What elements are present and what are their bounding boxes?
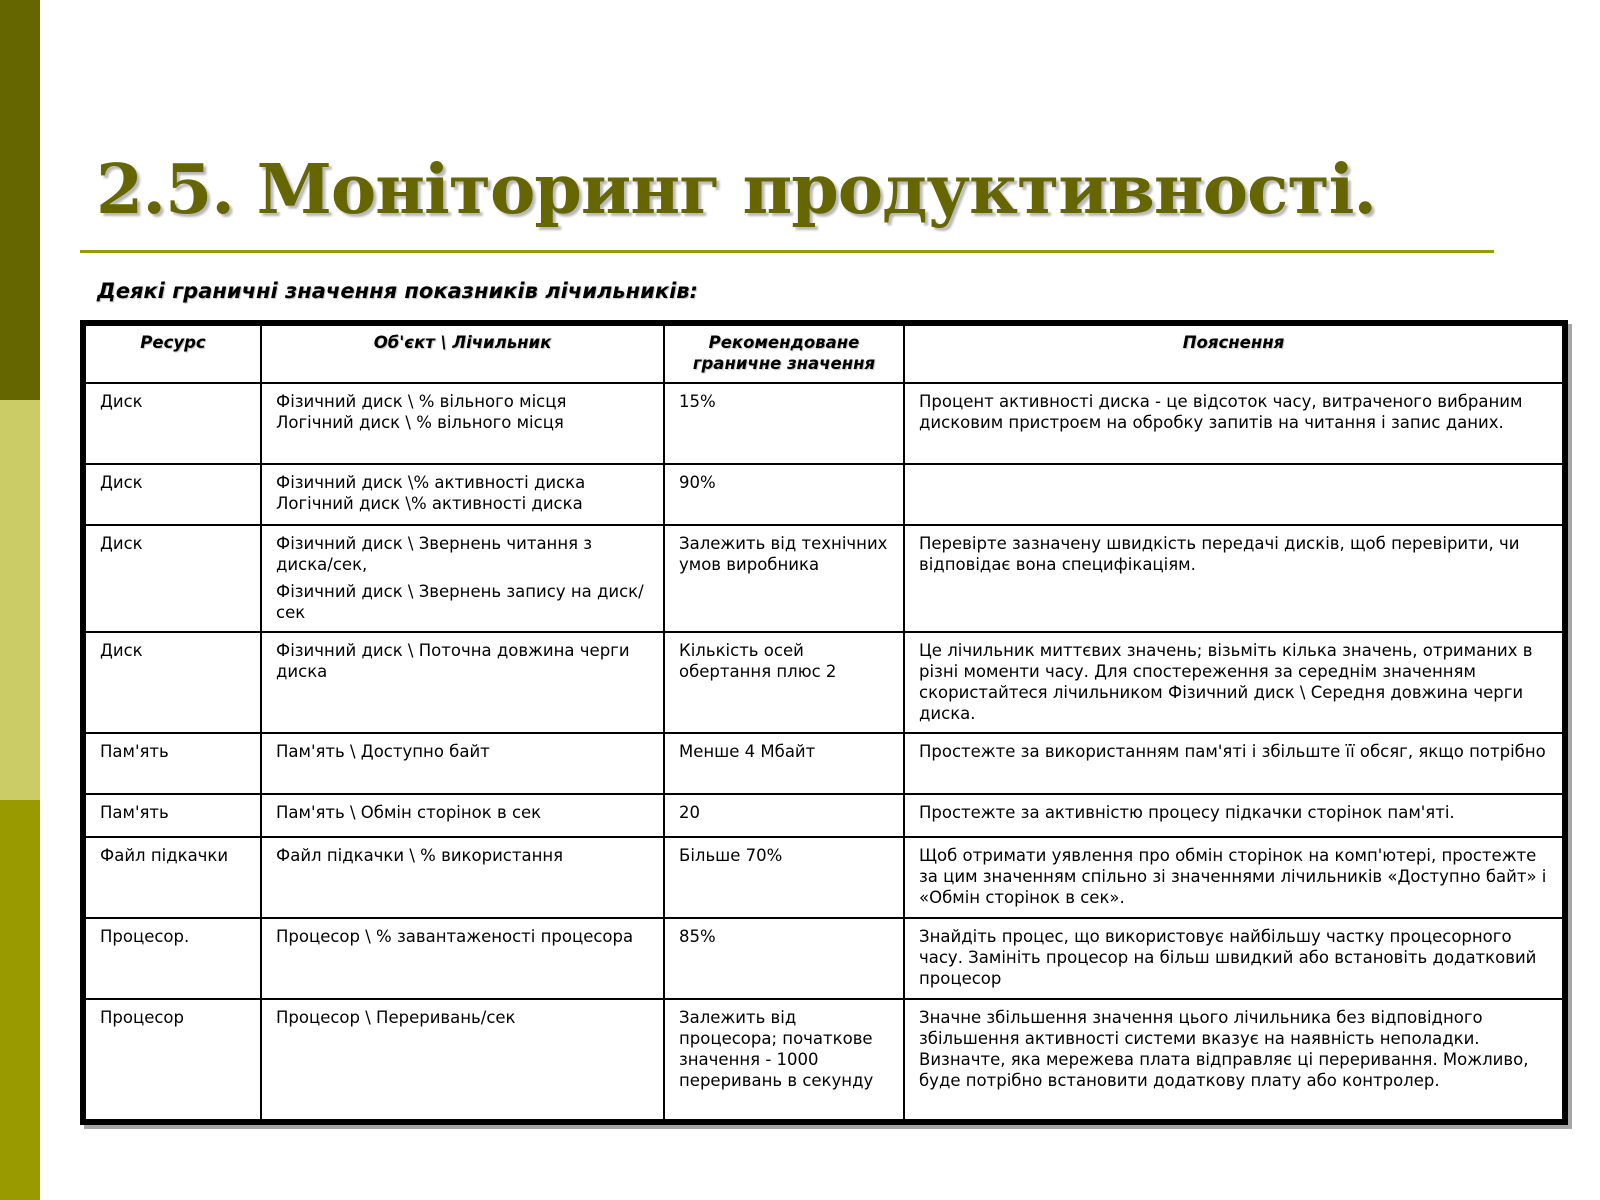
header-object-counter: Об'єкт \ Лічильник [261,325,664,383]
cell-explanation: Простежте за активністю процесу підкачки сторінок пам'яті. [904,794,1563,837]
header-threshold: Рекомендоване граничне значення [664,325,904,383]
slide-title: 2.5. Моніторинг продуктивності. [96,150,1377,230]
table-row [85,733,1563,794]
cell-counter [261,383,664,464]
cell-threshold: Кількість осей обертання плюс 2 [664,632,904,733]
counter-line: Фізичний диск \% активності диска [276,473,586,492]
thresholds-table [84,324,1564,1121]
cell-resource: Диск [85,464,261,525]
cell-explanation [904,464,1563,525]
table-row [85,794,1563,837]
cell-resource: Диск [85,525,261,632]
cell-counter [261,794,664,837]
counter-line: Пам'ять \ Обмін сторінок в сек [276,803,542,822]
sidebar-middle-block [0,400,40,800]
counter-line: Логічний диск \ % вільного місця [276,413,564,432]
header-resource: Ресурс [85,325,261,383]
cell-threshold: 20 [664,794,904,837]
table-row [85,999,1563,1120]
cell-counter [261,632,664,733]
sidebar-decoration [0,0,40,1200]
table-header-row [85,325,1563,383]
cell-threshold: Менше 4 Мбайт [664,733,904,794]
cell-explanation: Знайдіть процес, що використовує найбільшу частку процесорного часу. Замініть процесор на більш швидкий або встановіть додатковий процесор [904,918,1563,999]
table-row [85,632,1563,733]
table-row [85,918,1563,999]
cell-explanation: Процент активності диска - це відсоток часу, витраченого вибраним дисковим пристроєм на обробку запитів на читання і запис даних. [904,383,1563,464]
cell-explanation: Простежте за використанням пам'яті і збільште її обсяг, якщо потрібно [904,733,1563,794]
counter-line: Процесор \ Переривань/сек [276,1008,516,1027]
sidebar-bottom-block [0,800,40,1200]
cell-threshold: 90% [664,464,904,525]
cell-explanation: Щоб отримати уявлення про обмін сторінок на комп'ютері, простежте за цим значенням спільно зі значеннями лічильників «Доступно байт» і «Обмін сторінок в сек». [904,837,1563,918]
cell-explanation: Перевірте зазначену швидкість передачі дисків, щоб перевірити, чи відповідає вона специфікаціям. [904,525,1563,632]
cell-counter [261,733,664,794]
counter-line: Фізичний диск \ Звернень запису на диск/сек [276,582,644,622]
table-row [85,837,1563,918]
counter-line: Фізичний диск \ Звернень читання з диска/сек, [276,534,593,574]
cell-resource: Файл підкачки [85,837,261,918]
counter-line: Логічний диск \% активності диска [276,494,583,513]
cell-resource: Диск [85,383,261,464]
title-underline [80,250,1494,253]
sidebar-top-block [0,0,40,400]
cell-resource: Пам'ять [85,794,261,837]
header-explanation: Пояснення [904,325,1563,383]
cell-resource: Процесор. [85,918,261,999]
thresholds-table-frame [80,320,1568,1125]
cell-threshold: 85% [664,918,904,999]
cell-resource: Пам'ять [85,733,261,794]
counter-line: Файл підкачки \ % використання [276,846,564,865]
table-row [85,383,1563,464]
cell-threshold: Залежить від технічних умов виробника [664,525,904,632]
counter-line: Фізичний диск \ Поточна довжина черги диска [276,641,630,681]
cell-counter [261,525,664,632]
table-row [85,525,1563,632]
cell-counter [261,999,664,1120]
table-row [85,464,1563,525]
cell-threshold: Залежить від процесора; початкове значення - 1000 переривань в секунду [664,999,904,1120]
counter-line: Фізичний диск \ % вільного місця [276,392,567,411]
cell-explanation: Значне збільшення значення цього лічильника без відповідного збільшення активності системи вказує на наявність неполадки. Визначте, яка мережева плата відправляє ці переривання. Можливо, буде потрібно встановити додаткову плату або контролер. [904,999,1563,1120]
cell-explanation: Це лічильник миттєвих значень; візьміть кілька значень, отриманих в різні моменти часу. Для спостереження за середнім значенням скористайтеся лічильником Фізичний диск \ Середня довжина черги диска. [904,632,1563,733]
cell-counter [261,837,664,918]
cell-threshold: 15% [664,383,904,464]
cell-resource: Процесор [85,999,261,1120]
counter-line: Процесор \ % завантаженості процесора [276,927,634,946]
cell-threshold: Більше 70% [664,837,904,918]
cell-resource: Диск [85,632,261,733]
cell-counter [261,464,664,525]
counter-line: Пам'ять \ Доступно байт [276,742,490,761]
cell-counter [261,918,664,999]
table-caption: Деякі граничні значення показників лічильників: [97,279,698,303]
